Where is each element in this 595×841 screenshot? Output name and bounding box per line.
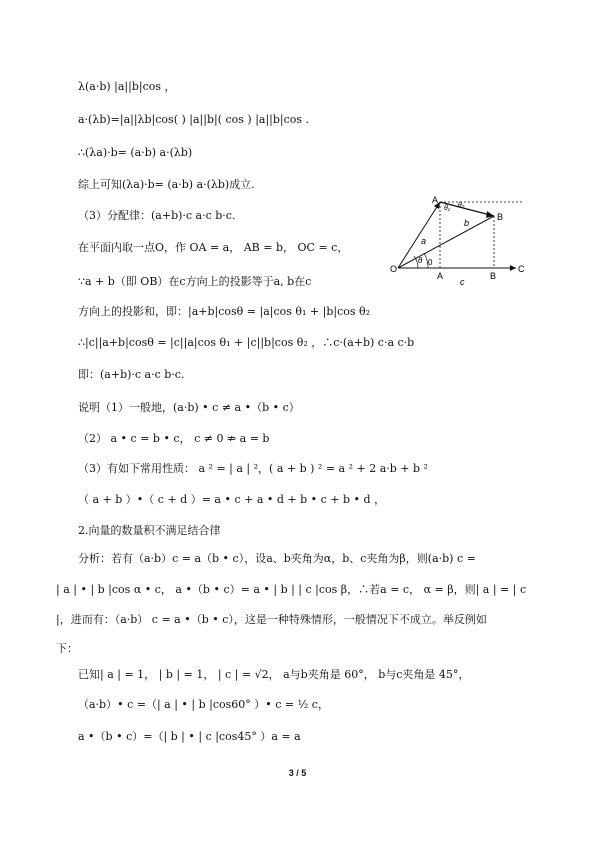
text-line-22: a •（b • c）=（| b | • | c |cos45° ）a = a	[78, 730, 301, 743]
label-a-top: A	[432, 195, 439, 205]
text-line-1: λ(a·b) |a||b|cos ，	[78, 80, 176, 93]
label-a-axis: A	[437, 271, 444, 281]
text-line-15: 2.向量的数量积不满足结合律	[78, 524, 221, 537]
text-line-20: 已知| a | = 1， | b | = 1， | c | = √2， a与b夹角是 60°， b与c夹角是 45°，	[78, 668, 470, 681]
label-o: O	[390, 264, 398, 274]
label-c-axis: C	[518, 264, 525, 274]
label-vector-b: b	[464, 218, 470, 228]
text-line-13: （3）有如下常用性质： a ² = | a | ²，( a + b ) ² = a ² + 2 a·b + b ²	[78, 462, 428, 475]
label-theta: θ	[418, 256, 423, 265]
text-line-9: ∴|c||a+b|cosθ = |c||a|cos θ₁ + |c||b|cos θ₂ ，∴c·(a+b) c·a c·b	[78, 336, 415, 349]
text-line-8: 方向上的投影和，即：|a+b|cosθ = |a|cos θ₁ + |b|cos θ₂	[78, 305, 371, 318]
axis-arrow	[510, 265, 516, 271]
text-line-17: | a | • | b |cos α • c， a •（b • c）= a • | b | | c |cos β，∴若a = c， α = β，则| a | = | c	[56, 583, 527, 596]
label-theta2: θ₂	[458, 202, 465, 209]
text-line-19: 下：	[56, 642, 78, 655]
text-line-6: 在平面内取一点O，作 OA = a， AB = b， OC = c，	[78, 241, 349, 254]
text-line-12: （2） a • c = b • c， c ≠ 0 ⇏ a = b	[78, 432, 270, 445]
text-line-16: 分析：若有（a·b）c = a（b • c），设a、b夹角为α，b、c夹角为β，则(a·b) c =	[78, 552, 476, 565]
page-number: 3 / 5	[288, 768, 307, 778]
text-line-10: 即：(a+b)·c a·c b·c.	[78, 368, 185, 381]
label-vector-a: a	[421, 236, 427, 246]
text-line-21: （a·b）• c =（| a | • | b |cos60° ）• c = ½ c，	[78, 698, 329, 711]
text-line-14: （ a + b ）•（ c + d ）= a • c + a • d + b • c + b • d ，	[78, 493, 386, 506]
label-b-right: B	[497, 212, 504, 222]
text-line-3: ∴(λa)·b= (a·b) a·(λb)	[78, 146, 193, 159]
label-b-axis: B	[490, 271, 497, 281]
text-line-11: 说明（1）一般地，(a·b) • c ≠ a •（b • c）	[78, 401, 300, 414]
label-vector-c: c	[460, 277, 465, 287]
projection-diagram	[388, 190, 528, 287]
text-line-2: a·(λb)=|a||λb|cos( ) |a||b|( cos ) |a||b|cos .	[78, 113, 310, 126]
label-theta1: θ₁	[444, 205, 451, 212]
text-line-18: |，进而有：（a·b） c = a •（b • c），这是一种特殊情形，一般情况下不成立。举反例如	[56, 613, 487, 626]
text-line-4: 综上可知(λa)·b= (a·b) a·(λb)成立.	[78, 178, 255, 191]
text-line-5: （3）分配律：(a+b)·c a·c b·c.	[78, 209, 236, 222]
text-line-7: ∵a + b（即 OB）在c方向上的投影等于a, b在c	[78, 275, 312, 288]
label-zero: 0	[428, 258, 433, 267]
vector-ob	[398, 216, 494, 268]
